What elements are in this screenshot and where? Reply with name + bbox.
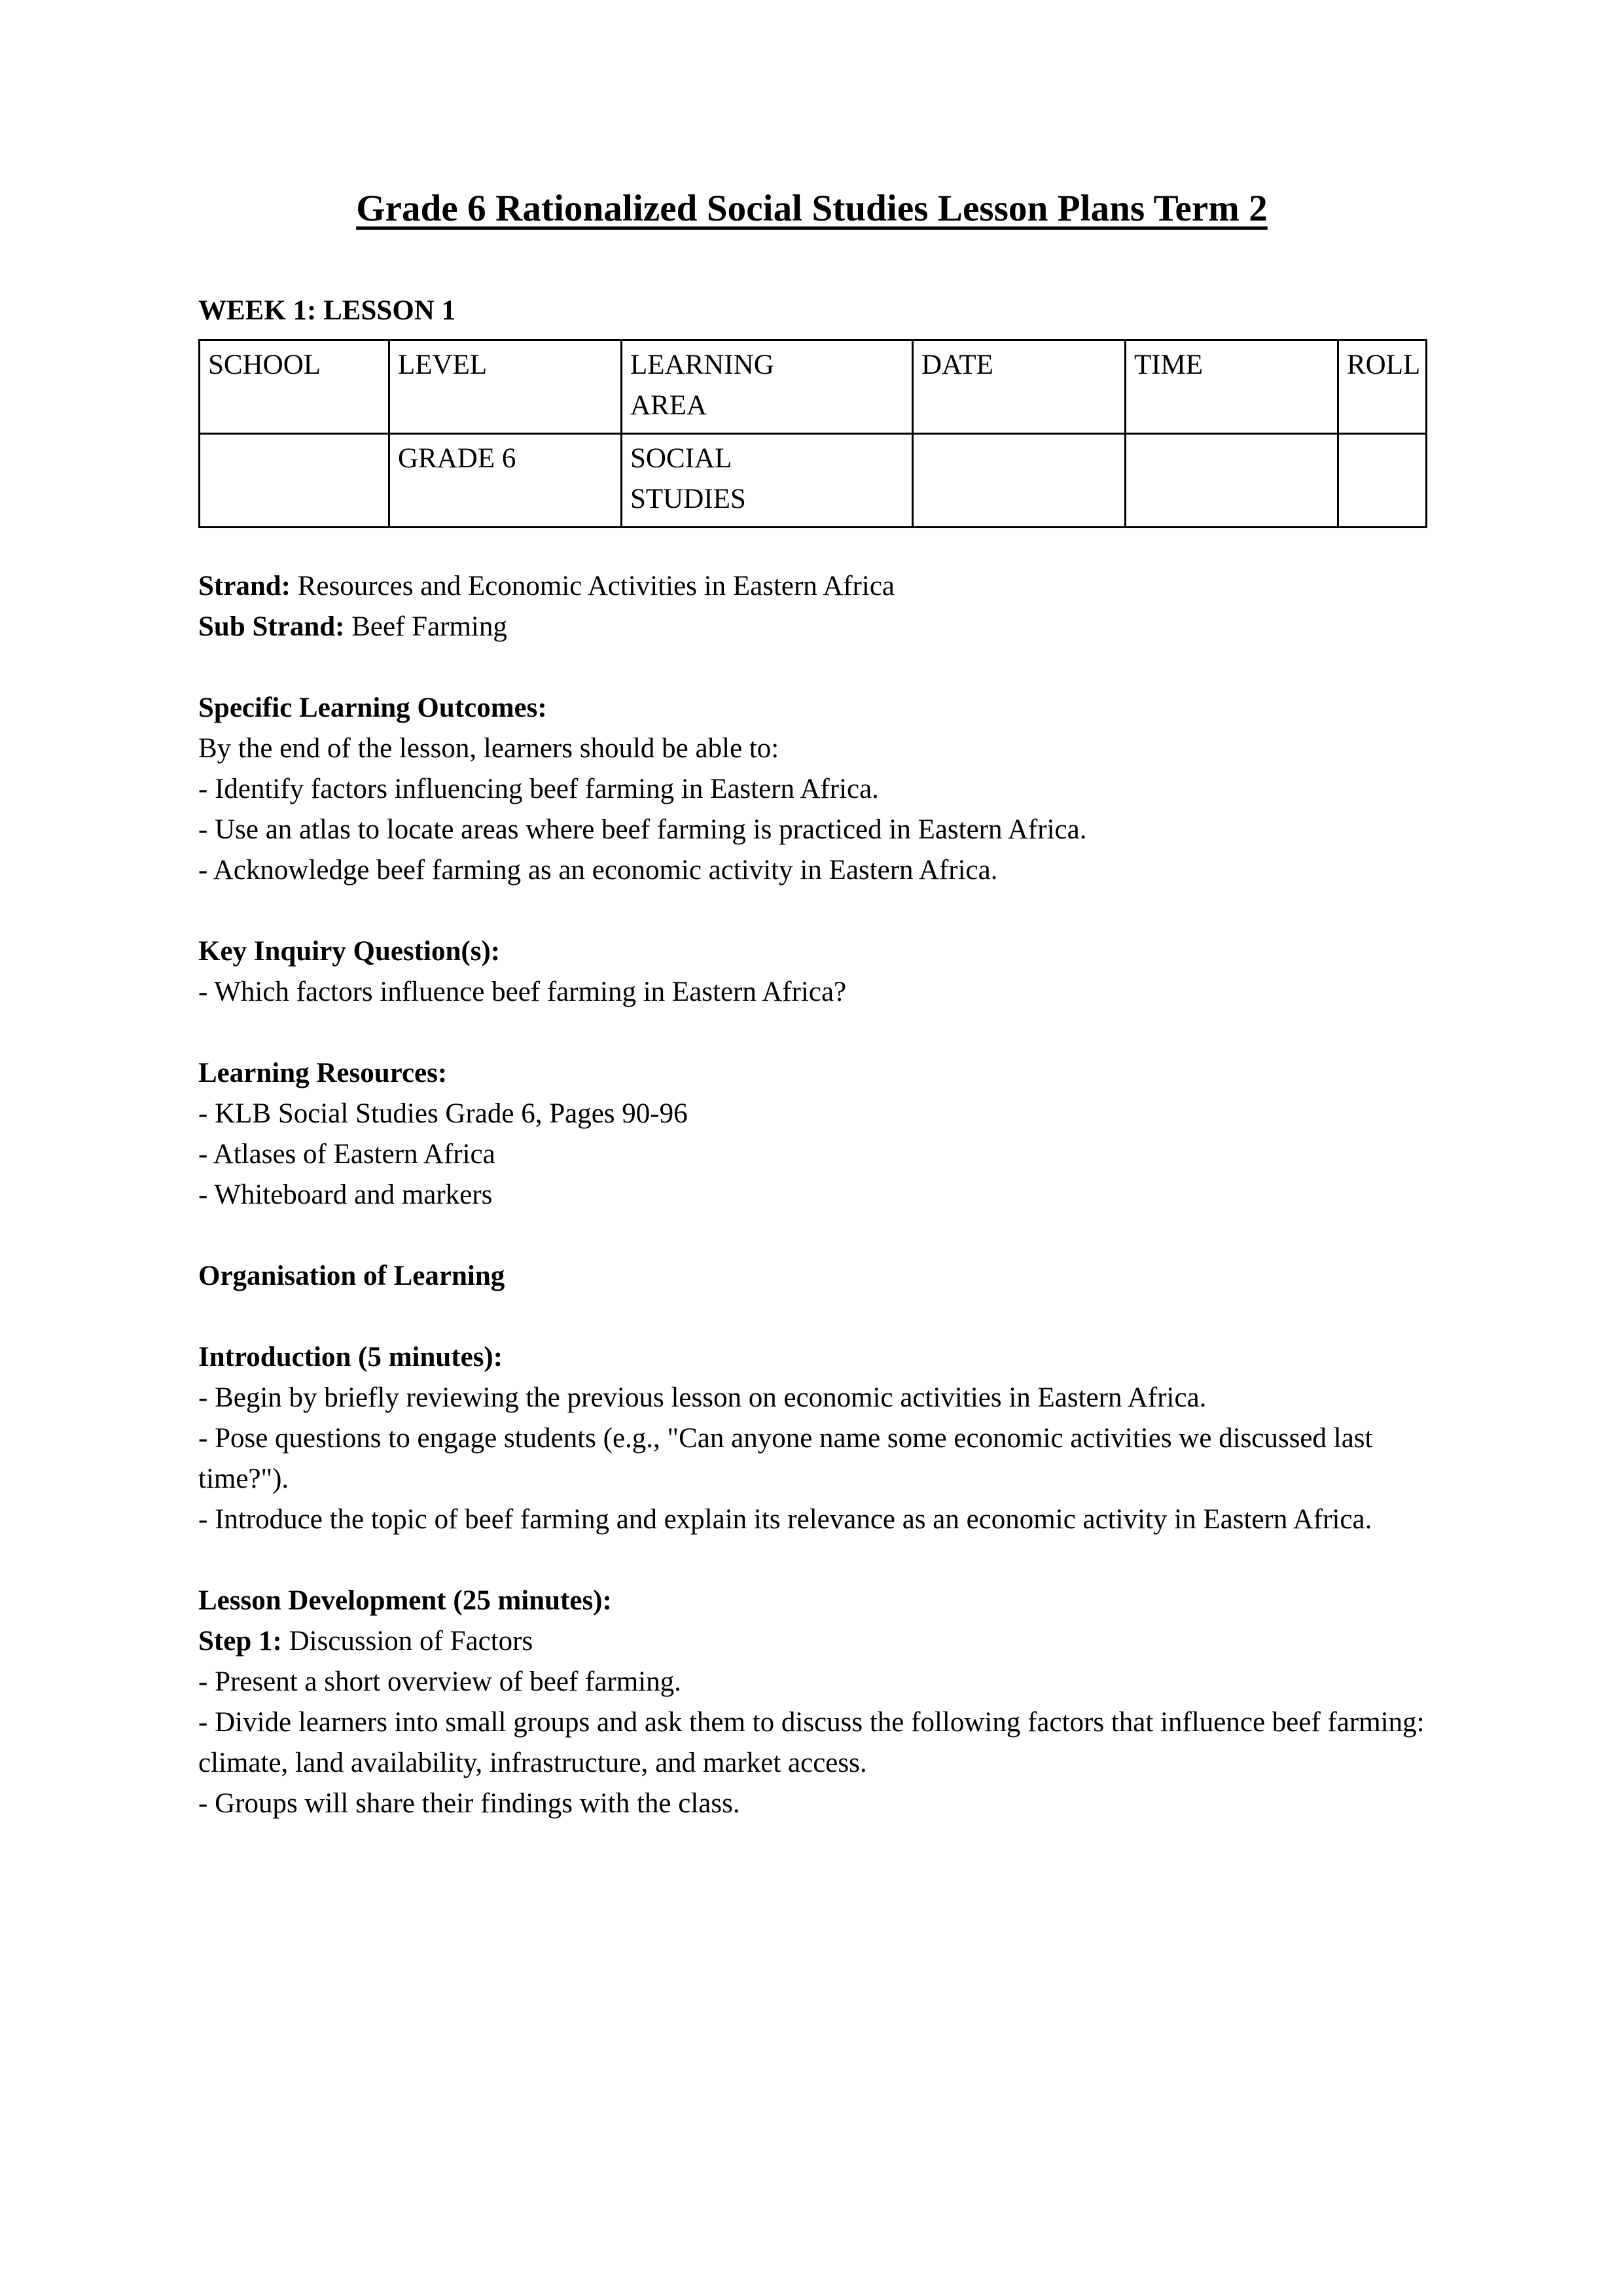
list-item: - Groups will share their findings with the class. <box>198 1788 740 1820</box>
cell-value-learning-area-line1: SOCIAL <box>630 443 732 475</box>
spacer <box>198 1215 1425 1256</box>
list-item: - Whiteboard and markers <box>198 1179 493 1211</box>
table-row <box>200 340 1427 434</box>
lesson-development-heading: Lesson Development (25 minutes): <box>198 1585 612 1617</box>
list-item: - Identify factors influencing beef farming in Eastern Africa. <box>198 774 879 805</box>
spacer <box>198 1540 1425 1581</box>
cell-label-time: TIME <box>1134 350 1204 381</box>
cell-label-roll: ROLL <box>1347 350 1421 381</box>
specific-learning-outcomes-heading: Specific Learning Outcomes: <box>198 692 547 724</box>
table-cell-school[interactable] <box>200 434 389 528</box>
cell-label-learning-area-line1: LEARNING <box>630 350 774 381</box>
table-cell-level[interactable] <box>389 434 622 528</box>
learning-resources-heading: Learning Resources: <box>198 1058 448 1089</box>
list-item: - KLB Social Studies Grade 6, Pages 90-96 <box>198 1098 688 1130</box>
table-cell-time[interactable] <box>1126 434 1338 528</box>
spacer <box>198 891 1425 931</box>
table-header-learning-area <box>622 340 913 434</box>
lesson-development-step1 <box>198 1621 1425 1662</box>
page-title: Grade 6 Rationalized Social Studies Lesson Plans Term 2 <box>356 188 1268 229</box>
sub-strand-line <box>198 607 1425 647</box>
table-cell-roll[interactable] <box>1338 434 1427 528</box>
list-item: - Pose questions to engage students (e.g., "Can anyone name some economic activities we discussed last time?"). <box>198 1423 1373 1495</box>
strand-value: Resources and Economic Activities in Eastern Africa <box>297 571 895 602</box>
cell-label-learning-area-line2: AREA <box>630 390 707 422</box>
spacer <box>198 647 1425 688</box>
organisation-of-learning-heading: Organisation of Learning <box>198 1261 505 1292</box>
key-inquiry-questions-heading: Key Inquiry Question(s): <box>198 936 501 967</box>
cell-value-level: GRADE 6 <box>398 443 516 475</box>
lesson-details-table <box>198 339 1427 528</box>
table-header-school <box>200 340 389 434</box>
list-item: - Present a short overview of beef farming. <box>198 1666 681 1698</box>
table-header-roll <box>1338 340 1427 434</box>
list-item: - Use an atlas to locate areas where beef farming is practiced in Eastern Africa. <box>198 814 1087 846</box>
strand-label: Strand: <box>198 571 291 602</box>
sub-strand-label: Sub Strand: <box>198 611 345 643</box>
list-item: - Atlases of Eastern Africa <box>198 1139 495 1170</box>
list-item: - Acknowledge beef farming as an economic activity in Eastern Africa. <box>198 855 998 886</box>
list-item: - Begin by briefly reviewing the previous lesson on economic activities in Eastern Africa. <box>198 1382 1207 1414</box>
list-item: - Introduce the topic of beef farming and explain its relevance as an economic activity in Eastern Africa. <box>198 1504 1372 1535</box>
introduction-heading: Introduction (5 minutes): <box>198 1342 503 1373</box>
specific-learning-outcomes-intro: By the end of the lesson, learners should be able to: <box>198 733 779 764</box>
table-header-time <box>1126 340 1338 434</box>
spacer <box>198 1297 1425 1337</box>
cell-label-date: DATE <box>921 350 993 381</box>
list-item: - Divide learners into small groups and ask them to discuss the following factors that influence beef farming: climate, land availability, infrastructure, and market access. <box>198 1707 1425 1779</box>
document-content <box>198 0 1425 1824</box>
step1-title: Discussion of Factors <box>289 1626 533 1657</box>
table-header-level <box>389 340 622 434</box>
table-row <box>200 434 1427 528</box>
step1-label: Step 1: <box>198 1626 282 1657</box>
cell-label-level: LEVEL <box>398 350 488 381</box>
table-header-date <box>913 340 1126 434</box>
cell-label-school: SCHOOL <box>208 350 321 381</box>
cell-value-learning-area-line2: STUDIES <box>630 484 746 515</box>
table-cell-date[interactable] <box>913 434 1126 528</box>
list-item: - Which factors influence beef farming in Eastern Africa? <box>198 977 847 1008</box>
week-lesson-label: WEEK 1: LESSON 1 <box>198 295 456 327</box>
sub-strand-value: Beef Farming <box>351 611 507 643</box>
strand-line <box>198 566 1425 607</box>
spacer <box>198 1013 1425 1053</box>
spacer <box>198 528 1425 566</box>
table-cell-learning-area[interactable] <box>622 434 913 528</box>
